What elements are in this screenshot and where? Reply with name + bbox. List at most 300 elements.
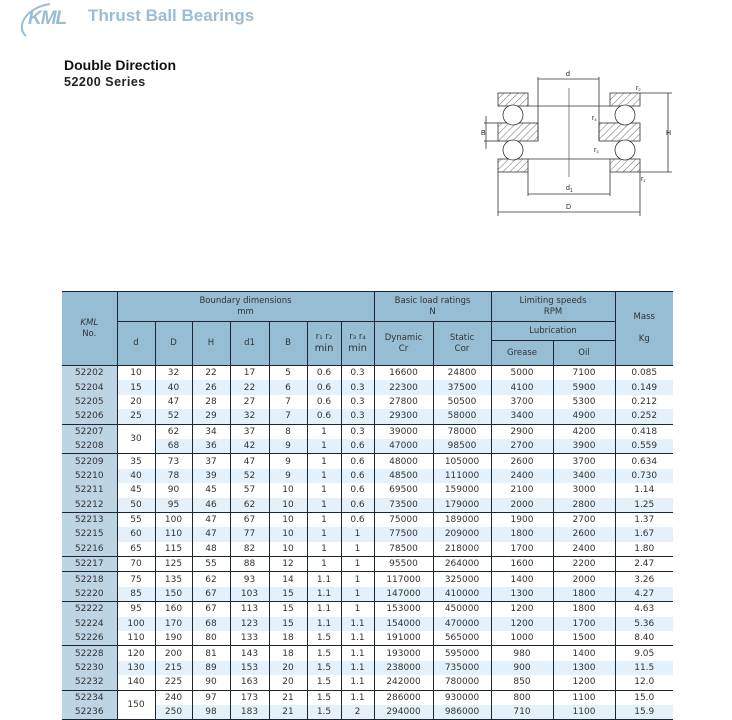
table-row	[62, 380, 673, 394]
cell-d1: 52	[230, 469, 269, 483]
dim-label-d1: $d_1$	[566, 185, 573, 194]
cell-D: 250	[155, 705, 192, 720]
cell-H: 22	[192, 366, 230, 381]
table-row	[62, 587, 673, 602]
ball-bottom-right	[615, 140, 635, 160]
cell-cr: 48000	[374, 454, 433, 469]
cell-cor: 780000	[433, 675, 491, 690]
cell-oil: 1800	[553, 587, 615, 602]
cell-oil: 1300	[553, 661, 615, 675]
cell-d: 140	[117, 675, 155, 690]
cell-H: 80	[192, 631, 230, 646]
cell-D: 200	[155, 646, 192, 661]
cell-no: 52205	[62, 395, 117, 409]
cell-r12: 1.5	[307, 675, 341, 690]
cell-mass: 0.559	[615, 439, 673, 454]
header-D: D	[155, 322, 192, 366]
cell-grease: 850	[491, 675, 553, 690]
cell-cr: 78500	[374, 542, 433, 557]
cell-cor: 930000	[433, 690, 491, 705]
logo-text: KML	[28, 8, 67, 29]
cell-cr: 22300	[374, 380, 433, 394]
cell-H: 36	[192, 439, 230, 454]
cell-B: 10	[269, 483, 307, 497]
cell-cor: 325000	[433, 572, 491, 587]
cell-grease: 1900	[491, 512, 553, 527]
cell-oil: 4200	[553, 424, 615, 439]
page-header	[0, 0, 732, 36]
cell-grease: 4100	[491, 380, 553, 394]
dim-label-H: H	[666, 130, 672, 137]
cell-D: 40	[155, 380, 192, 394]
cell-r12: 1.1	[307, 617, 341, 631]
cell-no: 52202	[62, 366, 117, 381]
cell-D: 125	[155, 557, 192, 572]
cell-r12: 0.6	[307, 380, 341, 394]
cell-cor: 209000	[433, 527, 491, 541]
cell-oil: 2000	[553, 572, 615, 587]
cell-H: 47	[192, 512, 230, 527]
cell-r34: 1.1	[341, 646, 374, 661]
ball-top-left	[503, 105, 523, 125]
dim-label-D: D	[566, 204, 572, 211]
cell-no: 52232	[62, 675, 117, 690]
cell-mass: 1.14	[615, 483, 673, 497]
cell-no: 52213	[62, 512, 117, 527]
center-left-washer	[498, 123, 538, 141]
cell-d1: 37	[230, 424, 269, 439]
cell-cr: 27800	[374, 395, 433, 409]
cell-r34: 0.6	[341, 483, 374, 497]
cell-r12: 1.1	[307, 572, 341, 587]
cell-D: 90	[155, 483, 192, 497]
cell-r12: 1	[307, 439, 341, 454]
cell-d: 100	[117, 617, 155, 631]
cell-mass: 3.26	[615, 572, 673, 587]
cell-d: 85	[117, 587, 155, 602]
cell-H: 39	[192, 469, 230, 483]
cell-D: 110	[155, 527, 192, 541]
table-row	[62, 675, 673, 690]
cell-r12: 1	[307, 424, 341, 439]
cell-mass: 8.40	[615, 631, 673, 646]
cell-cr: 48500	[374, 469, 433, 483]
cell-r34: 1.1	[341, 617, 374, 631]
cell-mass: 0.085	[615, 366, 673, 381]
cell-H: 68	[192, 617, 230, 631]
cell-no: 52222	[62, 602, 117, 617]
cell-d1: 173	[230, 690, 269, 705]
cell-oil: 2200	[553, 557, 615, 572]
table-row	[62, 395, 673, 409]
cell-cor: 218000	[433, 542, 491, 557]
cell-oil: 3900	[553, 439, 615, 454]
cell-mass: 9.05	[615, 646, 673, 661]
cell-no: 52210	[62, 469, 117, 483]
cell-no: 52206	[62, 409, 117, 424]
cell-no: 52209	[62, 454, 117, 469]
cell-H: 55	[192, 557, 230, 572]
cell-grease: 3400	[491, 409, 553, 424]
section-title: Double Direction	[64, 57, 177, 73]
radius-label-r1: r1	[641, 176, 646, 183]
cell-no: 52226	[62, 631, 117, 646]
cell-cr: 73500	[374, 498, 433, 513]
cell-mass: 15.0	[615, 690, 673, 705]
cell-r12: 1	[307, 557, 341, 572]
cell-D: 32	[155, 366, 192, 381]
cell-d: 15	[117, 380, 155, 394]
cell-r12: 1	[307, 483, 341, 497]
cell-mass: 1.67	[615, 527, 673, 541]
cell-cr: 39000	[374, 424, 433, 439]
cell-grease: 2400	[491, 469, 553, 483]
cell-grease: 2700	[491, 439, 553, 454]
cell-mass: 0.252	[615, 409, 673, 424]
cell-B: 10	[269, 512, 307, 527]
header-d1: d1	[230, 322, 269, 366]
ball-top-right	[615, 105, 635, 125]
cell-d: 60	[117, 527, 155, 541]
cell-cor: 986000	[433, 705, 491, 720]
cell-mass: 4.27	[615, 587, 673, 602]
cell-cor: 735000	[433, 661, 491, 675]
cell-H: 67	[192, 602, 230, 617]
radius-label-r2: r2	[636, 85, 641, 92]
cell-no: 52218	[62, 572, 117, 587]
cell-no: 52212	[62, 498, 117, 513]
cell-oil: 3400	[553, 469, 615, 483]
cell-no: 52208	[62, 439, 117, 454]
cell-r34: 0.6	[341, 512, 374, 527]
cell-cr: 153000	[374, 602, 433, 617]
cell-d1: 32	[230, 409, 269, 424]
table-row	[62, 572, 673, 587]
table-body	[62, 366, 673, 720]
cell-oil: 2600	[553, 527, 615, 541]
table-row	[62, 409, 673, 424]
cell-D: 73	[155, 454, 192, 469]
cell-grease: 1600	[491, 557, 553, 572]
cell-r12: 1.1	[307, 587, 341, 602]
cell-grease: 1200	[491, 617, 553, 631]
table-row	[62, 542, 673, 557]
cell-no: 52207	[62, 424, 117, 439]
cell-r34: 0.3	[341, 395, 374, 409]
cell-H: 97	[192, 690, 230, 705]
cell-d: 20	[117, 395, 155, 409]
cell-B: 5	[269, 366, 307, 381]
top-right-washer	[610, 93, 640, 106]
cell-mass: 1.80	[615, 542, 673, 557]
cell-cr: 69500	[374, 483, 433, 497]
cell-oil: 1100	[553, 690, 615, 705]
cell-d: 110	[117, 631, 155, 646]
cell-no: 52204	[62, 380, 117, 394]
cell-mass: 0.634	[615, 454, 673, 469]
cell-d: 55	[117, 512, 155, 527]
cell-grease: 1200	[491, 602, 553, 617]
kml-logo	[12, 2, 74, 36]
bottom-left-washer	[498, 159, 528, 172]
cell-grease: 2100	[491, 483, 553, 497]
cell-r12: 0.6	[307, 395, 341, 409]
cell-H: 47	[192, 527, 230, 541]
cell-D: 52	[155, 409, 192, 424]
cell-cr: 242000	[374, 675, 433, 690]
cell-cor: 50500	[433, 395, 491, 409]
cell-grease: 710	[491, 705, 553, 720]
center-right-washer	[599, 123, 640, 141]
cell-r34: 1.1	[341, 631, 374, 646]
cell-no: 52224	[62, 617, 117, 631]
cell-B: 10	[269, 498, 307, 513]
cell-r12: 1.1	[307, 602, 341, 617]
cell-B: 15	[269, 617, 307, 631]
cell-D: 225	[155, 675, 192, 690]
cell-d1: 47	[230, 454, 269, 469]
cell-B: 10	[269, 527, 307, 541]
header-B: B	[269, 322, 307, 366]
cell-oil: 3000	[553, 483, 615, 497]
cell-grease: 5000	[491, 366, 553, 381]
cell-B: 21	[269, 705, 307, 720]
cell-B: 12	[269, 557, 307, 572]
dim-label-d: d	[566, 71, 570, 78]
cell-grease: 980	[491, 646, 553, 661]
cell-mass: 0.418	[615, 424, 673, 439]
cell-D: 240	[155, 690, 192, 705]
cell-H: 90	[192, 675, 230, 690]
cell-d: 70	[117, 557, 155, 572]
cell-D: 160	[155, 602, 192, 617]
top-left-washer	[498, 93, 528, 106]
bearing-spec-table	[62, 291, 673, 720]
cell-cr: 117000	[374, 572, 433, 587]
cell-H: 28	[192, 395, 230, 409]
cell-d1: 88	[230, 557, 269, 572]
cell-B: 9	[269, 439, 307, 454]
cell-cr: 77500	[374, 527, 433, 541]
cell-r34: 1	[341, 602, 374, 617]
cell-B: 20	[269, 661, 307, 675]
cell-cr: 294000	[374, 705, 433, 720]
cell-mass: 1.25	[615, 498, 673, 513]
cell-oil: 4900	[553, 409, 615, 424]
cell-r34: 1	[341, 587, 374, 602]
cell-r34: 1	[341, 542, 374, 557]
cell-B: 21	[269, 690, 307, 705]
radius-label-r3: r3	[594, 147, 599, 154]
cell-d: 30	[117, 424, 155, 454]
table-row	[62, 483, 673, 497]
cell-r12: 1	[307, 512, 341, 527]
cell-cor: 105000	[433, 454, 491, 469]
cell-D: 78	[155, 469, 192, 483]
cell-d: 10	[117, 366, 155, 381]
cell-d1: 153	[230, 661, 269, 675]
cell-grease: 1400	[491, 572, 553, 587]
cell-cor: 565000	[433, 631, 491, 646]
cell-r34: 1	[341, 572, 374, 587]
cell-r12: 0.6	[307, 409, 341, 424]
cell-oil: 1700	[553, 617, 615, 631]
cell-cor: 58000	[433, 409, 491, 424]
cell-d1: 27	[230, 395, 269, 409]
cell-D: 115	[155, 542, 192, 557]
cell-r12: 1	[307, 454, 341, 469]
bearing-cross-section-drawing	[480, 60, 700, 220]
cell-cr: 29300	[374, 409, 433, 424]
cell-cor: 159000	[433, 483, 491, 497]
cell-H: 26	[192, 380, 230, 394]
cell-grease: 1800	[491, 527, 553, 541]
cell-r12: 1.5	[307, 631, 341, 646]
cell-d: 120	[117, 646, 155, 661]
cell-B: 15	[269, 602, 307, 617]
cell-no: 52236	[62, 705, 117, 720]
cell-H: 45	[192, 483, 230, 497]
cell-d1: 163	[230, 675, 269, 690]
cell-cor: 179000	[433, 498, 491, 513]
cell-no: 52216	[62, 542, 117, 557]
cell-B: 6	[269, 380, 307, 394]
cell-H: 89	[192, 661, 230, 675]
cell-grease: 2600	[491, 454, 553, 469]
cell-d1: 57	[230, 483, 269, 497]
cell-H: 34	[192, 424, 230, 439]
cell-cr: 238000	[374, 661, 433, 675]
cell-r12: 1	[307, 542, 341, 557]
header-dynamic-cr: Dynamic Cr	[374, 322, 433, 366]
cell-d: 130	[117, 661, 155, 675]
cell-grease: 900	[491, 661, 553, 675]
ball-bottom-left	[503, 140, 523, 160]
cell-cor: 189000	[433, 512, 491, 527]
cell-mass: 0.730	[615, 469, 673, 483]
table-row	[62, 366, 673, 381]
cell-r34: 1	[341, 557, 374, 572]
cell-r34: 0.6	[341, 439, 374, 454]
cell-cor: 450000	[433, 602, 491, 617]
cell-oil: 1400	[553, 646, 615, 661]
header-oil: Oil	[553, 341, 615, 366]
cell-H: 67	[192, 587, 230, 602]
cell-mass: 12.0	[615, 675, 673, 690]
cell-cor: 37500	[433, 380, 491, 394]
cell-d: 50	[117, 498, 155, 513]
cell-cor: 470000	[433, 617, 491, 631]
cell-mass: 0.149	[615, 380, 673, 394]
table-row	[62, 661, 673, 675]
cell-H: 46	[192, 498, 230, 513]
table-row	[62, 512, 673, 527]
cell-r34: 0.3	[341, 366, 374, 381]
cell-oil: 1100	[553, 705, 615, 720]
header-r1-r2-min: r₁ r₂ min	[307, 322, 341, 366]
cell-mass: 11.5	[615, 661, 673, 675]
table-row	[62, 617, 673, 631]
cell-d1: 67	[230, 512, 269, 527]
cell-d1: 143	[230, 646, 269, 661]
cell-D: 135	[155, 572, 192, 587]
cell-oil: 2400	[553, 542, 615, 557]
cell-cr: 147000	[374, 587, 433, 602]
cell-mass: 2.47	[615, 557, 673, 572]
cell-oil: 5300	[553, 395, 615, 409]
table-row	[62, 557, 673, 572]
cell-r34: 0.6	[341, 498, 374, 513]
table-row	[62, 454, 673, 469]
cell-r34: 0.3	[341, 424, 374, 439]
cell-d: 65	[117, 542, 155, 557]
cell-r34: 1	[341, 527, 374, 541]
table-row	[62, 469, 673, 483]
cell-d: 35	[117, 454, 155, 469]
cell-r12: 1	[307, 527, 341, 541]
bottom-right-washer	[610, 159, 640, 172]
table-row	[62, 527, 673, 541]
cell-d1: 183	[230, 705, 269, 720]
cell-oil: 3700	[553, 454, 615, 469]
cell-d1: 113	[230, 602, 269, 617]
cell-r34: 1.1	[341, 661, 374, 675]
cell-cr: 154000	[374, 617, 433, 631]
cell-d1: 62	[230, 498, 269, 513]
table-row	[62, 424, 673, 439]
cell-r12: 0.6	[307, 366, 341, 381]
cell-d1: 22	[230, 380, 269, 394]
cell-B: 10	[269, 542, 307, 557]
cell-cr: 95500	[374, 557, 433, 572]
cell-H: 29	[192, 409, 230, 424]
cell-d: 25	[117, 409, 155, 424]
table-row	[62, 631, 673, 646]
radius-label-r4: r4	[592, 115, 597, 122]
cell-mass: 15.9	[615, 705, 673, 720]
cell-d1: 82	[230, 542, 269, 557]
cell-d1: 103	[230, 587, 269, 602]
header-H: H	[192, 322, 230, 366]
cell-H: 48	[192, 542, 230, 557]
cell-D: 47	[155, 395, 192, 409]
cell-grease: 800	[491, 690, 553, 705]
header-r3-r4-min: r₃ r₄ min	[341, 322, 374, 366]
cell-r34: 2	[341, 705, 374, 720]
cell-cor: 264000	[433, 557, 491, 572]
cell-cr: 286000	[374, 690, 433, 705]
cell-D: 68	[155, 439, 192, 454]
table-row	[62, 602, 673, 617]
cell-r34: 1.1	[341, 690, 374, 705]
cell-r12: 1.5	[307, 705, 341, 720]
cell-no: 52234	[62, 690, 117, 705]
cell-r12: 1.5	[307, 646, 341, 661]
cell-H: 37	[192, 454, 230, 469]
cell-d1: 133	[230, 631, 269, 646]
cell-B: 7	[269, 395, 307, 409]
cell-oil: 1500	[553, 631, 615, 646]
header-mass: Mass Kg	[615, 292, 673, 366]
cell-cor: 410000	[433, 587, 491, 602]
cell-r12: 1.5	[307, 661, 341, 675]
header-static-cor: Static Cor	[433, 322, 491, 366]
cell-oil: 1200	[553, 675, 615, 690]
cell-D: 62	[155, 424, 192, 439]
header-boundary-dimensions: Boundary dimensions mm	[117, 292, 374, 322]
cell-no: 52211	[62, 483, 117, 497]
cell-r34: 0.6	[341, 469, 374, 483]
